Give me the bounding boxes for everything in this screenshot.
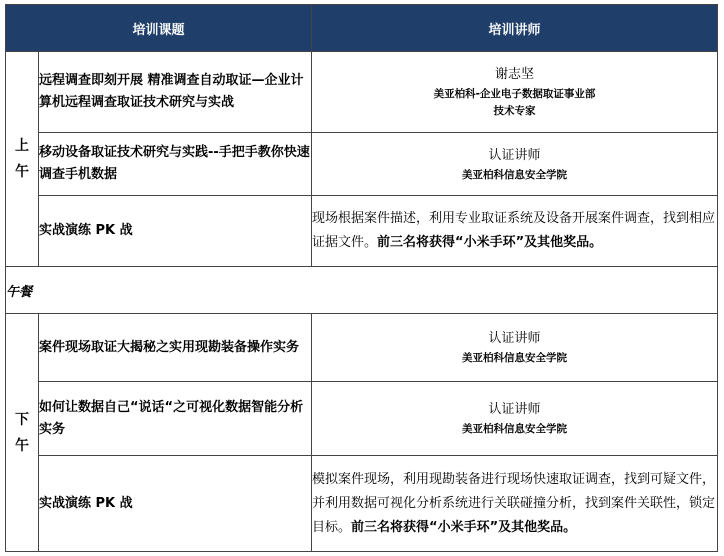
lecturer-org: 美亚柏科信息安全学院 [462,423,568,435]
lecturer-cell [312,382,718,456]
activity-description [312,196,718,267]
lecturer-name: 谢志坚 [495,67,535,82]
table-row [6,456,718,552]
topic-cell: 如何让数据自己“说话“之可视化数据智能分析实务 [39,382,312,456]
table-row [6,133,718,196]
period-afternoon [6,314,39,552]
topic-cell: 实战演练 PK 战 [39,456,312,552]
topic-cell: 远程调查即刻开展 精准调查自动取证—企业计算机远程调查取证技术研究与实战 [39,52,312,133]
activity-description [312,456,718,552]
lecturer-name: 认证讲师 [488,331,541,346]
lunch-label: 午餐 [6,267,718,314]
training-schedule-table [5,4,718,552]
lecturer-name: 认证讲师 [488,147,541,163]
prize-note: 前三名将获得“小米手环”及其他奖品。 [351,519,577,535]
description-text: 现场根据案件描述，利用专业取证系统及设备开展案件调查，找到相应证据文件。 [312,211,716,250]
lecturer-org: 美亚柏科信息安全学院 [462,168,568,181]
lecturer-cell [312,133,718,196]
lecturer-org: 美亚柏科-企业电子数据取证事业部 [433,88,596,100]
lunch-row [6,267,718,314]
period-label-bottom: 午 [15,437,29,454]
header-topic: 培训课题 [6,5,312,52]
table-row [6,52,718,133]
table-row [6,196,718,267]
period-label-top: 下 [15,411,29,428]
period-morning [6,52,39,267]
period-label-top: 上 [15,138,29,154]
lecturer-cell [312,52,718,133]
topic-cell: 移动设备取证技术研究与实践--手把手教你快速调查手机数据 [39,133,312,196]
period-label-bottom: 午 [15,164,29,180]
table-row [6,314,718,382]
description-text: 模拟案件现场，利用现勘装备进行现场快速取证调查，找到可疑文件，并利用数据可视化分析系统进行关联碰撞分析，找到案件关联性，锁定目标。 [312,471,716,535]
prize-note: 前三名将获得“小米手环”及其他奖品。 [377,235,603,250]
lecturer-name: 认证讲师 [488,402,541,417]
header-row [6,5,718,52]
table-row [6,382,718,456]
header-lecturer: 培训讲师 [312,5,718,52]
lecturer-title: 技术专家 [493,105,536,117]
topic-cell: 实战演练 PK 战 [39,196,312,267]
lecturer-cell [312,314,718,382]
lecturer-org: 美亚柏科信息安全学院 [462,352,568,364]
topic-cell: 案件现场取证大揭秘之实用现勘装备操作实务 [39,314,312,382]
